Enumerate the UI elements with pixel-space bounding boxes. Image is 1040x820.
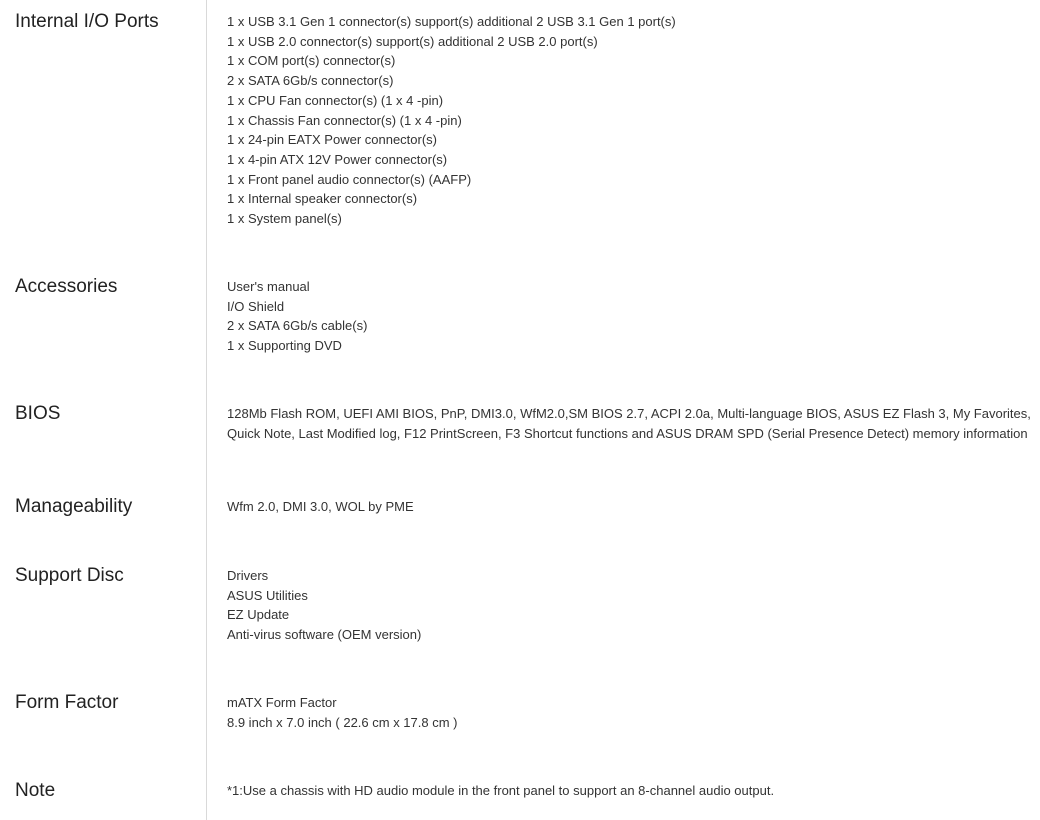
spec-values [227,277,1035,356]
spec-value-line: 2 x SATA 6Gb/s cable(s) [227,318,368,334]
spec-value-line: 1 x Supporting DVD [227,338,342,354]
spec-values [227,404,1035,443]
spec-label: Internal I/O Ports [15,11,159,32]
spec-value-line: 1 x COM port(s) connector(s) [227,53,396,69]
spec-value-line: Drivers [227,568,269,583]
spec-value-line: Wfm 2.0, DMI 3.0, WOL by PME [227,499,414,514]
spec-value-line: 2 x SATA 6Gb/s connector(s) [227,73,394,89]
spec-value-line: EZ Update [227,607,290,623]
spec-values [227,12,1035,229]
spec-label: Note [15,780,56,801]
spec-value-line: 1 x 4-pin ATX 12V Power connector(s) [227,151,448,167]
spec-values [227,566,1035,645]
spec-values [227,781,1035,801]
spec-values [227,497,1035,517]
spec-value-line: 1 x Chassis Fan connector(s) (1 x 4 -pin) [227,112,462,128]
spec-value-line: 8.9 inch x 7.0 inch ( 22.6 cm x 17.8 cm ) [227,714,458,730]
spec-label: Accessories [15,276,118,297]
spec-value-text: 128Mb Flash ROM, UEFI AMI BIOS, PnP, DMI3.0, WfM2.0,SM BIOS 2.7, ACPI 2.0a, Multi-language BIOS, ASUS EZ Flash 3, My Favorites, Quick Note, Last Modified log, F12 PrintScreen, F3 Shortcut functions and ASUS DRAM SPD (Serial Presence Detect) memory information [227,406,1031,441]
column-divider [206,0,207,820]
spec-label: Support Disc [15,565,124,586]
spec-value-line: 1 x Front panel audio connector(s) (AAFP) [227,171,472,187]
spec-values [227,693,1035,732]
spec-value-line: I/O Shield [227,298,285,314]
spec-value-line: 1 x Internal speaker connector(s) [227,191,418,207]
spec-label: Manageability [15,496,133,517]
spec-value-line: *1:Use a chassis with HD audio module in the front panel to support an 8-channel audio output. [227,783,775,798]
spec-value-line: 1 x 24-pin EATX Power connector(s) [227,132,438,148]
spec-label: BIOS [15,403,61,424]
spec-value-line: mATX Form Factor [227,695,337,710]
spec-value-line: 1 x CPU Fan connector(s) (1 x 4 -pin) [227,92,444,108]
spec-label: Form Factor [15,692,119,713]
spec-value-line: 1 x System panel(s) [227,211,342,227]
spec-value-line: ASUS Utilities [227,587,308,603]
spec-value-line: 1 x USB 3.1 Gen 1 connector(s) support(s) additional 2 USB 3.1 Gen 1 port(s) [227,14,676,29]
spec-value-line: Anti-virus software (OEM version) [227,627,422,643]
spec-value-line: 1 x USB 2.0 connector(s) support(s) additional 2 USB 2.0 port(s) [227,33,598,49]
spec-value-line: User's manual [227,279,310,294]
